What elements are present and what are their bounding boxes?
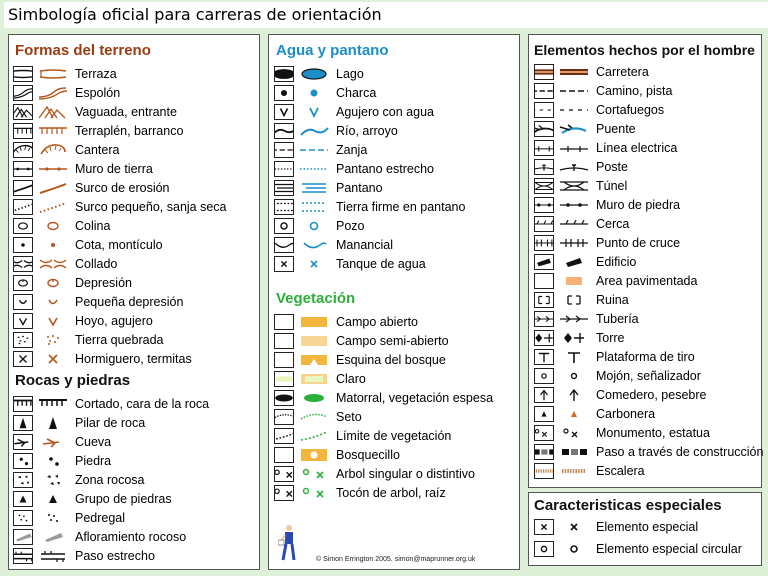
legend-label: Camino, pista <box>596 83 673 98</box>
map-symbol-marsh <box>298 180 330 196</box>
legend-row-reentrant <box>13 102 227 121</box>
pond-icon <box>274 85 294 101</box>
legend-label: Torre <box>596 330 625 345</box>
legend-label: Cueva <box>75 434 112 449</box>
legend-row-road <box>534 62 763 81</box>
map-symbol-well <box>298 218 330 234</box>
legend-row-depression <box>13 273 227 292</box>
stairway-icon <box>534 463 554 479</box>
legend-row-gully <box>13 178 227 197</box>
terrace-icon <box>13 66 33 82</box>
legend-label: Cortado, cara de la roca <box>75 396 210 411</box>
map-symbol-fodder <box>558 387 590 403</box>
legend-row-smalldep <box>13 292 227 311</box>
legend-label: Cantera <box>75 142 120 157</box>
map-symbol-tank <box>298 256 330 272</box>
tree-icon <box>274 466 294 482</box>
track-icon <box>534 83 554 99</box>
road-icon <box>534 64 554 80</box>
special-item-icon <box>534 519 554 535</box>
map-symbol-hedge <box>298 409 330 425</box>
legend-row-building <box>534 252 763 271</box>
map-symbol-depression <box>37 275 69 291</box>
legend-row-platform <box>534 347 763 366</box>
stump-icon <box>274 485 294 501</box>
map-symbol-barerock <box>37 529 69 545</box>
water-symbol-list <box>274 64 465 273</box>
section-title-especiales: Caracteristicas especiales <box>534 497 722 514</box>
map-symbol-knoll <box>37 237 69 253</box>
legend-label: Surco de erosión <box>75 180 170 195</box>
ride-icon <box>534 102 554 118</box>
legend-row-pipeline <box>534 309 763 328</box>
map-symbol-anthill <box>37 351 69 367</box>
legend-row-anthill <box>13 349 227 368</box>
map-symbol-ride <box>558 102 590 118</box>
orienteer-figure-icon <box>278 524 298 564</box>
legend-row-fence <box>534 214 763 233</box>
water-tank-icon <box>274 256 294 272</box>
crossing-point-icon <box>534 235 554 251</box>
map-symbol-copse <box>298 447 330 463</box>
embankment-icon <box>13 123 33 139</box>
legend-label: Elemento especial circular <box>596 542 742 556</box>
legend-row-pond <box>274 83 465 102</box>
legend-row-crossing <box>534 233 763 252</box>
legend-label: Collado <box>75 256 118 271</box>
legend-row-ditch <box>274 140 465 159</box>
map-symbol-passage <box>37 548 69 564</box>
map-symbol-semiopen <box>298 333 330 349</box>
map-symbol-cave <box>37 434 69 450</box>
legend-label: Matorral, vegetación espesa <box>336 390 494 405</box>
legend-row-track <box>534 81 763 100</box>
shooting-platform-icon <box>534 349 554 365</box>
legend-row-river <box>274 121 465 140</box>
section-title-rocas: Rocas y piedras <box>15 372 131 389</box>
quarry-icon <box>13 142 33 158</box>
legend-label: Espolón <box>75 85 121 100</box>
map-symbol-ditch <box>298 142 330 158</box>
legend-label: Cota, montículo <box>75 237 163 252</box>
spring-icon <box>274 237 294 253</box>
legend-row-tunnel <box>534 176 763 195</box>
cliff-icon <box>13 396 33 412</box>
bridge-icon <box>534 121 554 137</box>
erosion-gully-icon <box>13 180 33 196</box>
semi-open-icon <box>274 333 294 349</box>
cairn-icon <box>534 368 554 384</box>
legend-label: Grupo de piedras <box>75 491 172 506</box>
legend-label: Monumento, estatua <box>596 425 710 440</box>
legend-row-stump <box>274 483 493 502</box>
reentrant-icon <box>13 104 33 120</box>
legend-row-earthwall <box>13 159 227 178</box>
map-symbol-special <box>558 519 590 535</box>
legend-row-clearing <box>274 369 493 388</box>
fodder-rack-icon <box>534 387 554 403</box>
legend-row-corner <box>274 350 493 369</box>
legend-row-specialcircle <box>534 538 742 560</box>
open-land-icon <box>274 314 294 330</box>
legend-row-narrowmarsh <box>274 159 465 178</box>
legend-row-ride <box>534 100 763 119</box>
map-symbol-earthwall <box>37 161 69 177</box>
legend-row-thicket <box>274 388 493 407</box>
map-symbol-bridge <box>558 121 590 137</box>
map-symbol-smallgully <box>37 199 69 215</box>
map-symbol-smalldep <box>37 294 69 310</box>
legend-label: Línea electrica <box>596 140 678 155</box>
legend-label: Tierra firme en pantano <box>336 199 466 214</box>
legend-label: Pantano <box>336 180 383 195</box>
terrain-symbol-list <box>13 64 227 368</box>
monument-icon <box>534 425 554 441</box>
legend-label: Colina <box>75 218 111 233</box>
legend-label: Paso estrecho <box>75 548 155 563</box>
map-symbol-pit <box>37 313 69 329</box>
map-symbol-spring <box>298 237 330 253</box>
waterhole-icon <box>274 104 294 120</box>
pit-icon <box>13 313 33 329</box>
legend-row-special <box>534 516 742 538</box>
legend-label: Tierra quebrada <box>75 332 164 347</box>
map-symbol-spur <box>37 85 69 101</box>
map-symbol-pond <box>298 85 330 101</box>
well-icon <box>274 218 294 234</box>
legend-row-cliff <box>13 394 209 413</box>
legend-row-bfield <box>13 470 209 489</box>
legend-label: Claro <box>336 371 366 386</box>
legend-label: Ruina <box>596 292 629 307</box>
legend-row-quarry <box>13 140 227 159</box>
special-symbol-list <box>534 516 742 560</box>
canopy-icon <box>534 444 554 460</box>
legend-label: Muro de piedra <box>596 197 681 212</box>
legend-row-charcoal <box>534 404 763 423</box>
map-symbol-charcoal <box>558 406 590 422</box>
boulder-cluster-icon <box>13 491 33 507</box>
legend-row-pylon <box>534 157 763 176</box>
hill-icon <box>13 218 33 234</box>
paved-area-icon <box>534 273 554 289</box>
map-symbol-stonewall <box>558 197 590 213</box>
map-symbol-fence <box>558 216 590 232</box>
legend-row-terrace <box>13 64 227 83</box>
map-symbol-vegbound <box>298 428 330 444</box>
map-symbol-stony <box>37 510 69 526</box>
legend-label: Terraza <box>75 66 117 81</box>
legend-label: Elemento especial <box>596 520 699 534</box>
section-title-hombre: Elementos hechos por el hombre <box>534 42 755 58</box>
map-symbol-river <box>298 123 330 139</box>
legend-label: Campo abierto <box>336 314 418 329</box>
map-symbol-clearing <box>298 371 330 387</box>
legend-label: Afloramiento rocoso <box>75 529 187 544</box>
legend-row-well <box>274 216 465 235</box>
section-title-agua: Agua y pantano <box>276 42 389 59</box>
charcoal-icon <box>534 406 554 422</box>
earth-wall-icon <box>13 161 33 177</box>
veg-boundary-icon <box>274 428 294 444</box>
legend-label: Bosquecillo <box>336 447 400 462</box>
copse-icon <box>274 447 294 463</box>
map-symbol-tunnel <box>558 178 590 194</box>
legend-row-marsh <box>274 178 465 197</box>
legend-row-vegbound <box>274 426 493 445</box>
depression-icon <box>13 275 33 291</box>
vegetation-symbol-list <box>274 312 493 502</box>
legend-row-passage <box>13 546 209 565</box>
legend-label: Zanja <box>336 142 368 157</box>
map-symbol-pillar <box>37 415 69 431</box>
map-symbol-platform <box>558 349 590 365</box>
legend-label: Pozo <box>336 218 365 233</box>
map-symbol-tower <box>558 330 590 346</box>
map-symbol-thicket <box>298 390 330 406</box>
map-symbol-gully <box>37 180 69 196</box>
legend-label: Túnel <box>596 178 628 193</box>
map-symbol-saddle <box>37 256 69 272</box>
small-gully-icon <box>13 199 33 215</box>
legend-label: Seto <box>336 409 362 424</box>
legend-row-pillar <box>13 413 209 432</box>
legend-label: Carretera <box>596 64 649 79</box>
map-symbol-boulder <box>37 453 69 469</box>
map-symbol-broken <box>37 332 69 348</box>
tower-icon <box>534 330 554 346</box>
legend-label: Punto de cruce <box>596 235 681 250</box>
rock-symbol-list <box>13 394 209 565</box>
map-symbol-cairn <box>558 368 590 384</box>
legend-label: Surco pequeño, sanja seca <box>75 199 227 214</box>
stony-ground-icon <box>13 510 33 526</box>
bare-rock-icon <box>13 529 33 545</box>
legend-row-bridge <box>534 119 763 138</box>
ditch-icon <box>274 142 294 158</box>
legend-label: Poste <box>596 159 628 174</box>
map-symbol-pipeline <box>558 311 590 327</box>
manmade-symbol-list <box>534 62 763 480</box>
boulder-field-icon <box>13 472 33 488</box>
map-symbol-quarry <box>37 142 69 158</box>
map-symbol-building <box>558 254 590 270</box>
map-symbol-monument <box>558 425 590 441</box>
credit-text: © Simon Errington 2005. simon@maprunner.org.uk <box>316 556 476 563</box>
legend-row-broken <box>13 330 227 349</box>
map-symbol-road <box>558 64 590 80</box>
map-symbol-firm <box>298 199 330 215</box>
legend-label: Area pavimentada <box>596 273 698 288</box>
page-title: Simbología oficial para carreras de orientación <box>4 2 768 28</box>
legend-row-fodder <box>534 385 763 404</box>
map-symbol-waterhole <box>298 104 330 120</box>
legend-label: Río, arroyo <box>336 123 398 138</box>
boulder-icon <box>13 453 33 469</box>
legend-label: Lago <box>336 66 364 81</box>
special-circle-icon <box>534 541 554 557</box>
legend-label: Cerca <box>596 216 630 231</box>
legend-row-tank <box>274 254 465 273</box>
building-icon <box>534 254 554 270</box>
knoll-icon <box>13 237 33 253</box>
legend-row-stair <box>534 461 763 480</box>
legend-row-hill <box>13 216 227 235</box>
legend-row-waterhole <box>274 102 465 121</box>
forest-corner-icon <box>274 352 294 368</box>
legend-row-stonewall <box>534 195 763 214</box>
map-symbol-corner <box>298 352 330 368</box>
legend-label: Plataforma de tiro <box>596 349 695 364</box>
map-symbol-pylon <box>558 159 590 175</box>
legend-label: Cortafuegos <box>596 102 665 117</box>
legend-row-boulder <box>13 451 209 470</box>
legend-row-power <box>534 138 763 157</box>
legend-label: Mojón, señalizador <box>596 368 701 383</box>
legend-row-saddle <box>13 254 227 273</box>
legend-row-knoll <box>13 235 227 254</box>
legend-row-firm <box>274 197 465 216</box>
legend-label: Tanque de agua <box>336 256 426 271</box>
legend-label: Hoyo, agujero <box>75 313 153 328</box>
legend-row-semiopen <box>274 331 493 350</box>
legend-row-paved <box>534 271 763 290</box>
legend-label: Puente <box>596 121 636 136</box>
legend-row-hedge <box>274 407 493 426</box>
map-symbol-narrowmarsh <box>298 161 330 177</box>
hedge-icon <box>274 409 294 425</box>
broken-ground-icon <box>13 332 33 348</box>
legend-label: Pilar de roca <box>75 415 146 430</box>
thicket-icon <box>274 390 294 406</box>
legend-row-barerock <box>13 527 209 546</box>
legend-row-monument <box>534 423 763 442</box>
legend-label: Edificio <box>596 254 637 269</box>
map-symbol-crossing <box>558 235 590 251</box>
clearing-icon <box>274 371 294 387</box>
legend-label: Pedregal <box>75 510 126 525</box>
legend-row-lake <box>274 64 465 83</box>
pylon-icon <box>534 159 554 175</box>
legend-label: Zona rocosa <box>75 472 145 487</box>
legend-label: Depresión <box>75 275 132 290</box>
legend-label: Paso a través de construcción <box>596 444 764 459</box>
legend-row-tower <box>534 328 763 347</box>
spur-icon <box>13 85 33 101</box>
legend-row-smallgully <box>13 197 227 216</box>
legend-row-embankment <box>13 121 227 140</box>
small-depression-icon <box>13 294 33 310</box>
fence-icon <box>534 216 554 232</box>
cave-icon <box>13 434 33 450</box>
map-symbol-tree <box>298 466 330 482</box>
anthill-icon <box>13 351 33 367</box>
legend-row-tree <box>274 464 493 483</box>
legend-row-cairn <box>534 366 763 385</box>
legend-label: Esquina del bosque <box>336 352 446 367</box>
firm-ground-icon <box>274 199 294 215</box>
legend-row-open <box>274 312 493 331</box>
legend-label: Tocón de arbol, raíz <box>336 485 446 500</box>
legend-label: Terraplén, barranco <box>75 123 184 138</box>
legend-row-cave <box>13 432 209 451</box>
saddle-icon <box>13 256 33 272</box>
lake-icon <box>274 66 294 82</box>
legend-label: Carbonera <box>596 406 656 421</box>
legend-row-copse <box>274 445 493 464</box>
map-symbol-cliff <box>37 396 69 412</box>
legend-label: Límite de vegetación <box>336 428 452 443</box>
legend-label: Campo semi-abierto <box>336 333 449 348</box>
section-title-terreno: Formas del terreno <box>15 42 151 59</box>
legend-label: Charca <box>336 85 377 100</box>
legend-label: Agujero con agua <box>336 104 434 119</box>
legend-row-canopy <box>534 442 763 461</box>
legend-label: Muro de tierra <box>75 161 153 176</box>
legend-label: Arbol singular o distintivo <box>336 466 475 481</box>
legend-label: Hormiguero, termitas <box>75 351 192 366</box>
map-symbol-specialcircle <box>558 541 590 557</box>
rock-pillar-icon <box>13 415 33 431</box>
map-symbol-track <box>558 83 590 99</box>
marsh-icon <box>274 180 294 196</box>
section-title-vegetacion: Vegetación <box>276 290 356 307</box>
map-symbol-paved <box>558 273 590 289</box>
river-icon <box>274 123 294 139</box>
legend-row-spur <box>13 83 227 102</box>
power-line-icon <box>534 140 554 156</box>
map-symbol-stump <box>298 485 330 501</box>
map-symbol-bfield <box>37 472 69 488</box>
legend-label: Pequeña depresión <box>75 294 184 309</box>
legend-label: Pantano estrecho <box>336 161 434 176</box>
map-symbol-lake <box>298 66 330 82</box>
map-symbol-bcluster <box>37 491 69 507</box>
pipeline-icon <box>534 311 554 327</box>
legend-label: Manancial <box>336 237 393 252</box>
legend-label: Escalera <box>596 463 645 478</box>
map-symbol-open <box>298 314 330 330</box>
legend-label: Piedra <box>75 453 112 468</box>
legend-label: Tubería <box>596 311 639 326</box>
narrow-marsh-icon <box>274 161 294 177</box>
legend-row-stony <box>13 508 209 527</box>
legend-label: Comedero, pesebre <box>596 387 707 402</box>
legend-label: Vaguada, entrante <box>75 104 177 119</box>
map-symbol-canopy <box>558 444 590 460</box>
map-symbol-reentrant <box>37 104 69 120</box>
legend-row-pit <box>13 311 227 330</box>
map-symbol-stair <box>558 463 590 479</box>
map-symbol-power <box>558 140 590 156</box>
map-symbol-hill <box>37 218 69 234</box>
narrow-passage-icon <box>13 548 33 564</box>
map-symbol-embankment <box>37 123 69 139</box>
ruin-icon <box>534 292 554 308</box>
legend-row-bcluster <box>13 489 209 508</box>
map-symbol-ruin <box>558 292 590 308</box>
stone-wall-icon <box>534 197 554 213</box>
legend-row-spring <box>274 235 465 254</box>
map-symbol-terrace <box>37 66 69 82</box>
legend-row-ruin <box>534 290 763 309</box>
tunnel-icon <box>534 178 554 194</box>
